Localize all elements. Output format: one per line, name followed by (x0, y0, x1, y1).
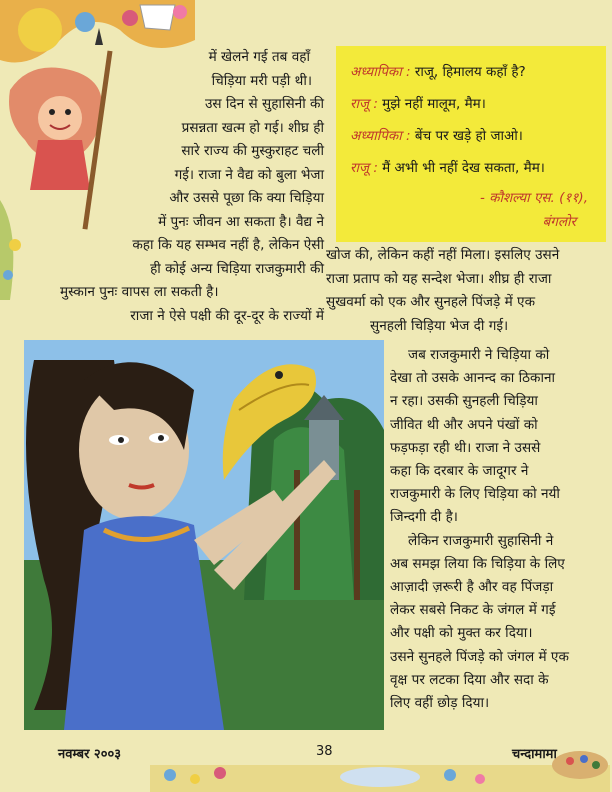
text-line: में पुनः जीवन आ सकता है। वैद्य ने (158, 213, 324, 230)
magazine-name: चन्दामामा (512, 747, 557, 762)
text-line: राजा प्रताप को यह सन्देश भेजा। शीघ्र ही राजा (326, 270, 552, 287)
joke-speaker: अध्यापिका : (350, 128, 411, 144)
joke-speaker: अध्यापिका : (350, 64, 411, 80)
text-line: लेकिन राजकुमारी सुहासिनी ने (408, 532, 554, 549)
text-line: अब समझ लिया कि चिड़िया के लिए (390, 555, 565, 572)
joke-speaker: राजू : (350, 96, 378, 112)
text-line: उसने सुनहले पिंजड़े को जंगल में एक (390, 648, 569, 665)
text-line: कहा कि दरबार के जादूगर ने (390, 463, 529, 480)
text-line: जिन्दगी दी है। (390, 509, 458, 526)
text-line: प्रसन्नता खत्म हो गई। शीघ्र ही (181, 119, 324, 136)
joke-line (350, 94, 486, 112)
text-line: मुस्कान पुनः वापस ला सकती है। (60, 284, 219, 300)
princess-bird-illustration (24, 340, 384, 730)
text-line: जब राजकुमारी ने चिड़िया को (408, 347, 550, 363)
text-line: सारे राज्य की मुस्कुराहट चली (181, 143, 324, 159)
text-line: फड़फड़ा रही थी। राजा ने उससे (390, 439, 541, 456)
text-line: और पक्षी को मुक्त कर दिया। (390, 625, 533, 642)
joke-credit-name: - कौशल्या एस. (११), (479, 190, 588, 206)
text-line: लिए वहीं छोड़ दिया। (390, 695, 490, 712)
text-line: और उससे पूछा कि क्या चिड़िया (169, 190, 324, 206)
joke-speaker: राजू : (350, 160, 378, 176)
joke-box (336, 46, 606, 242)
text-line: कहा कि यह सम्भव नहीं है, लेकिन ऐसी (132, 237, 324, 253)
story-right-column (390, 344, 606, 715)
text-line: ही कोई अन्य चिड़िया राजकुमारी की (150, 260, 324, 277)
text-line: सुनहली चिड़िया भेज दी गई। (370, 317, 509, 334)
text-line: सुखवर्मा को एक और सुनहले पिंजड़े में एक (326, 294, 536, 310)
text-line: खोज की, लेकिन कहीं नहीं मिला। इसलिए उसने (326, 247, 560, 263)
text-line: राजकुमारी के लिए चिड़िया को नयी (390, 486, 560, 503)
text-line: न रहा। उसकी सुनहली चिड़िया (390, 393, 538, 410)
text-line: देखा तो उसके आनन्द का ठिकाना (390, 370, 556, 387)
text-line: जीवित थी और अपने पंखों को (390, 416, 538, 433)
text-line: चिड़िया मरी पड़ी थी। (211, 72, 312, 89)
text-line: गई। राजा ने वैद्य को बुला भेजा (174, 166, 324, 183)
joke-credit-place: बंगलोर (542, 214, 576, 230)
text-line: में खेलने गई तब वहाँ (208, 49, 310, 65)
page-number: 38 (316, 744, 333, 759)
story-left-column (60, 46, 324, 328)
joke-text: राजू, हिमालय कहाँ है? (414, 64, 526, 80)
text-line: लेकर सबसे निकट के जंगल में गई (390, 602, 556, 619)
joke-line (350, 62, 526, 80)
joke-text: बेंच पर खड़े हो जाओ। (414, 128, 523, 144)
text-line: उस दिन से सुहासिनी की (204, 96, 324, 112)
text-line: आज़ादी ज़रूरी है और वह पिंजड़ा (390, 579, 554, 596)
joke-text: मुझे नहीं मालूम, मैम। (382, 96, 486, 112)
text-line: वृक्ष पर लटका दिया और सदा के (390, 671, 549, 688)
joke-line (350, 158, 545, 176)
story-middle-text (326, 244, 606, 338)
footer-date: नवम्बर २००३ (58, 747, 121, 762)
joke-line (350, 126, 523, 144)
text-line: राजा ने ऐसे पक्षी की दूर-दूर के राज्यों में (130, 307, 324, 324)
joke-text: मैं अभी भी नहीं देख सकता, मैम। (382, 160, 545, 176)
